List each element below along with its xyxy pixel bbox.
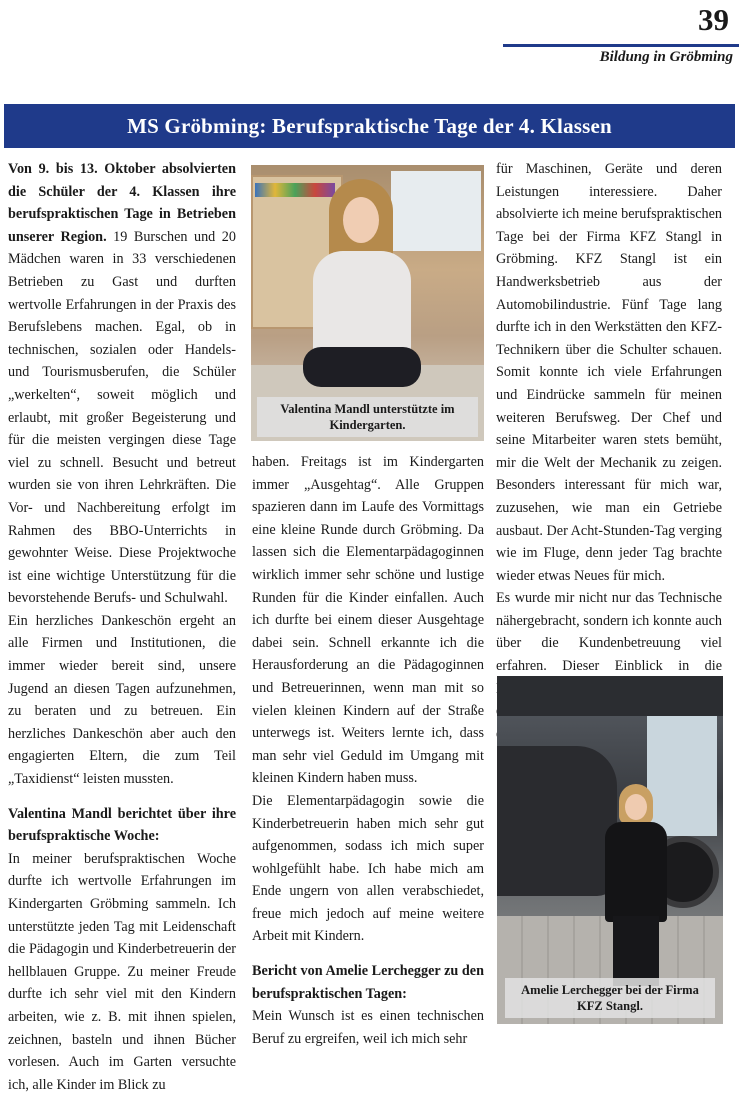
photo-girl-face [343, 197, 379, 243]
photo-girl-legs [303, 347, 421, 387]
report-paragraph-valentina-continued: haben. Freitags ist im Kindergarten immer „Ausgehtag“. Alle Gruppen spazieren dann im Laufe des Vormittags eine kleine Runde durch Gröbming. Da lassen sich die Elementarpädagoginnen wirklich immer sehr schöne und lustige Runden für die Kinder einfallen. Auch ich durfte bei einem dieser Ausgehtage dabei sein. Schnell erkannte ich die Herausforderung an die Pädagoginnen und Betreuerinnen, wenn man mit so vielen kleinen Kindern auf der Straße unterwegs ist. Weiters lernte ich, dass man sehr viel Geduld im Umgang mit kleinen Kindern haben muss. [252, 454, 484, 787]
intro-text: 19 Burschen und 20 Mädchen waren in 33 verschiedenen Betrieben zu Gast und durften wertvolle Erfahrungen in der Praxis des Berufslebens machen. Egal, ob in technischen, sozialen oder Handels- und Tourismusberufen, die Schüler „werkelten“, soweit möglich und erlaubt, mit großer Begeisterung und für die meisten vergingen diese Tage viel zu schnell. Besucht und betreut wurden sie von ihren Lehrkräften. Die Vor- und Nachbereitung erfolgt im Rahmen des BBO-Unterrichts in gewohnter Weise. Diese Projektwoche ist eine wichtige Unterstützung für die bevorstehende Berufs- und Schulwahl. [8, 228, 236, 607]
photo-person-face [625, 794, 647, 820]
page-number: 39 [698, 2, 729, 37]
photo-shelf-items [255, 183, 335, 197]
photo-kindergarten [251, 165, 484, 441]
article-column-3 [496, 158, 722, 745]
photo-caption-workshop: Amelie Lerchegger bei der Firma KFZ Stangl. [505, 978, 715, 1018]
header-rule [503, 44, 739, 47]
lead-text: Von 9. bis 13. Oktober absolvierten die Schüler der 4. Klassen ihre berufspraktischen Tage in Betrieben unserer Region. [8, 161, 236, 245]
thanks-paragraph: Ein herzliches Dankeschön ergeht an alle Firmen und Institutionen, die immer wieder bereit sind, unsere Jugend an diesen Tagen aufzunehmen, zu beraten und zu betreuen. Ein herzliches Dankeschön aber auch den engagierten Eltern, die zum Teil „Taxidienst“ leisten mussten. [8, 612, 236, 788]
report-paragraph-valentina-closing: Die Elementarpädagogin sowie die Kinderbetreuerin haben mich sehr gut aufgenommen, sodass ich mich super wohlgefühlt habe. Ich habe mich am Ende ungern von allen verabschiedet, freue mich jedoch auf meine weitere Arbeit mit Kindern. [252, 792, 484, 945]
photo-car-hood [497, 676, 723, 716]
article-title: MS Gröbming: Berufspraktische Tage der 4. Klassen [127, 113, 612, 138]
report-heading-valentina: Valentina Mandl berichtet über ihre berufspraktische Woche: [8, 805, 236, 845]
report-paragraph-valentina: In meiner berufspraktischen Woche durfte ich wertvolle Erfahrungen im Kindergarten Gröbming sammeln. Ich unterstützte jeden Tag mit Leidenschaft die Pädagogin und Kinderbetreuerin der hellblauen Gruppe. Zu meiner Freude durfte ich sehr viel mit den Kindern arbeiten, wie z. B. mit ihnen spielen, zeichnen, basteln und ihnen Bücher vorlesen. Auch im Garten versuchte ich, alle Kinder im Blick zu [8, 850, 236, 1093]
photo-window [391, 171, 481, 251]
photo-window-light [647, 716, 717, 836]
section-label: Bildung in Gröbming [599, 49, 733, 65]
photo-person-body [605, 822, 667, 922]
photo-person-legs [613, 916, 659, 986]
report-paragraph-amelie-closing: Es wurde mir nicht nur das Technische nähergebracht, sondern ich konnte auch über die Kundenbetreuung viel erfahren. Dieser Einblick in die [496, 590, 722, 675]
article-column-2 [252, 451, 484, 1050]
article-intro-paragraph [8, 158, 236, 610]
report-paragraph-amelie: Mein Wunsch ist es einen technischen Beruf zu ergreifen, weil ich mich sehr [252, 1008, 484, 1047]
report-heading-amelie: Bericht von Amelie Lerchegger zu den berufspraktischen Tagen: [252, 963, 484, 1002]
article-column-1 [8, 158, 236, 1096]
photo-workshop [497, 676, 723, 1024]
photo-car-body [497, 746, 617, 896]
article-title-bar [4, 104, 735, 148]
report-paragraph-amelie-continued: für Maschinen, Geräte und deren Leistungen interessiere. Daher absolvierte ich meine berufspraktischen Tage bei der Firma KFZ Stangl in Gröbming. KFZ Stangl ist ein Handwerksbetrieb aus der Automobilindustrie. Fünf Tage lang durfte ich in den Werkstätten den KFZ-Technikern über die Schulter schauen. Somit konnte ich viele Erfahrungen und Eindrücke sammeln für meinen weiteren Berufsweg. Der Chef und seine Mitarbeiter waren stets bemüht, mir die Welt der Mechanik zu zeigen. Besonders interessant für mich war, zuzusehen, wie man ein Getriebe ausbaut. Der Acht-Stunden-Tag verging wie im Fluge, denn jeder Tag brachte wieder etwas Neues für mich. [496, 161, 722, 584]
photo-caption-kindergarten: Valentina Mandl unterstützte im Kindergarten. [257, 397, 478, 437]
